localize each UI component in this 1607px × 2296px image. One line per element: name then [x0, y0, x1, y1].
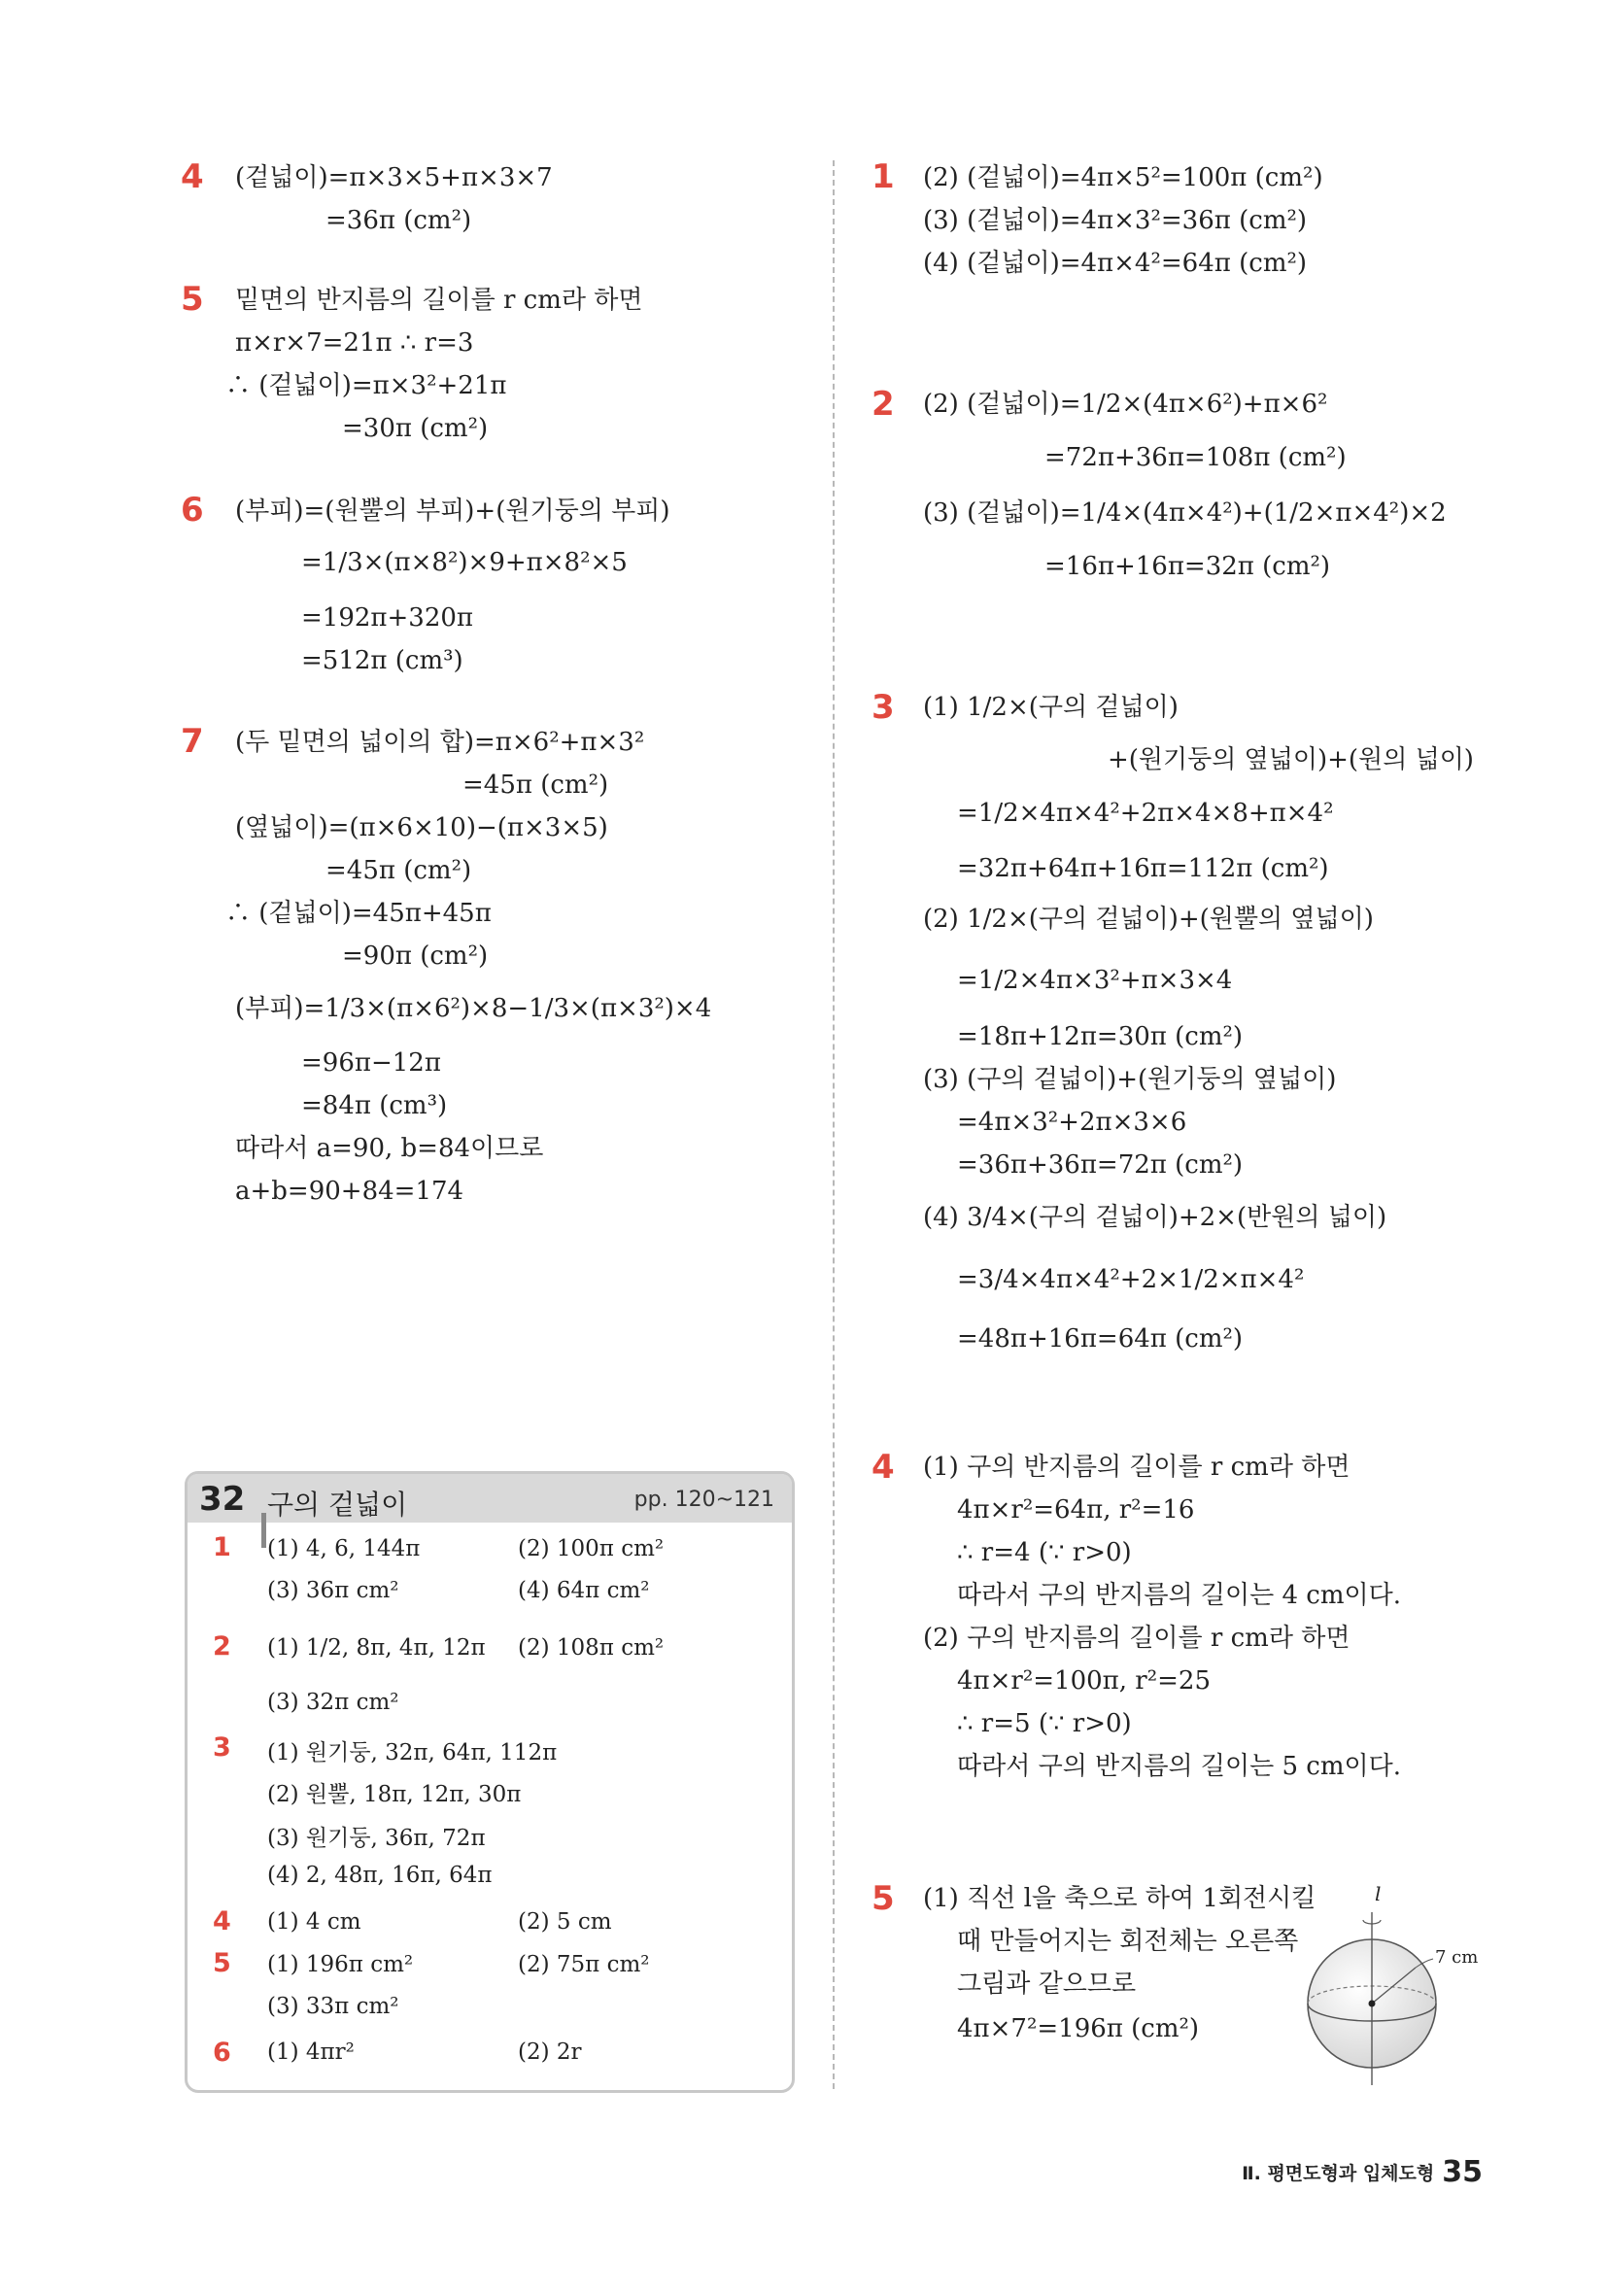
solution-line: (3) (구의 겉넓이)+(원기둥의 옆넓이)	[923, 1065, 1337, 1094]
solution-line: 따라서 a=90, b=84이므로	[235, 1134, 544, 1163]
answer-item: (3) 원기둥, 36π, 72π	[267, 1826, 486, 1851]
solution-line: 따라서 구의 반지름의 길이는 4 cm이다.	[957, 1581, 1401, 1610]
solution-line: ∴ (겉넓이)=π×3²+21π	[225, 371, 507, 400]
solution-line: ∴ r=4 (∵ r>0)	[957, 1538, 1132, 1567]
solution-line: =18π+12π=30π (cm²)	[957, 1022, 1244, 1051]
solution-line: =36π (cm²)	[325, 206, 472, 235]
radius-label: 7 cm	[1435, 1947, 1479, 1968]
solution-line: =512π (cm³)	[301, 646, 463, 675]
solution-line: (두 밑면의 넓이의 합)=π×6²+π×3²	[235, 728, 645, 757]
problem-number: 1	[872, 157, 895, 196]
section-title: 구의 겉넓이	[267, 1489, 408, 1521]
answer-item: (1) 원기둥, 32π, 64π, 112π	[267, 1740, 558, 1765]
answer-number: 4	[213, 1906, 231, 1936]
answer-number: 3	[213, 1732, 231, 1763]
solution-line: 4π×7²=196π (cm²)	[957, 2014, 1200, 2043]
sphere-figure	[1307, 1882, 1479, 2089]
solution-line: =90π (cm²)	[342, 942, 489, 971]
solution-line: =1/2×4π×4²+2π×4×8+π×4²	[957, 799, 1334, 828]
problem-number: 6	[181, 491, 204, 530]
problem-number: 5	[181, 280, 204, 319]
solution-line: 따라서 구의 반지름의 길이는 5 cm이다.	[957, 1752, 1401, 1781]
solution-line: =45π (cm²)	[462, 771, 609, 800]
answer-item: (1) 4, 6, 144π	[267, 1536, 421, 1561]
solution-line: (1) 1/2×(구의 겉넓이)	[923, 693, 1179, 722]
solution-line: (부피)=(원뿔의 부피)+(원기둥의 부피)	[235, 497, 670, 526]
solution-line: =192π+320π	[301, 603, 473, 633]
answer-item: (4) 64π cm²	[518, 1578, 650, 1603]
solution-line: =30π (cm²)	[342, 414, 489, 443]
solution-line: =45π (cm²)	[325, 856, 472, 885]
column-divider	[833, 160, 835, 2089]
solution-line: (겉넓이)=π×3×5+π×3×7	[235, 163, 553, 192]
solution-line: (3) (겉넓이)=1/4×(4π×4²)+(1/2×π×4²)×2	[923, 498, 1447, 528]
solution-line: (2) 구의 반지름의 길이를 r cm라 하면	[923, 1624, 1351, 1653]
answer-item: (4) 2, 48π, 16π, 64π	[267, 1863, 493, 1888]
answer-number: 6	[213, 2038, 231, 2068]
solution-line: (3) (겉넓이)=4π×3²=36π (cm²)	[923, 206, 1308, 235]
solution-line: =48π+16π=64π (cm²)	[957, 1324, 1244, 1354]
answer-number: 2	[213, 1631, 231, 1662]
solution-line: =32π+64π+16π=112π (cm²)	[957, 854, 1329, 883]
solution-line: ∴ r=5 (∵ r>0)	[957, 1709, 1132, 1738]
solution-line: (2) (겉넓이)=4π×5²=100π (cm²)	[923, 163, 1323, 192]
solution-line: (부피)=1/3×(π×6²)×8−1/3×(π×3²)×4	[235, 994, 712, 1023]
solution-line: 때 만들어지는 회전체는 오른쪽	[957, 1927, 1299, 1956]
solution-line: +(원기둥의 옆넓이)+(원의 넓이)	[1108, 745, 1474, 774]
solution-line: π×r×7=21π ∴ r=3	[235, 328, 474, 358]
answer-summary-box	[185, 1471, 795, 2093]
problem-number: 7	[181, 722, 204, 761]
solution-line: 밑면의 반지름의 길이를 r cm라 하면	[235, 286, 643, 315]
solution-line: 4π×r²=100π, r²=25	[957, 1666, 1212, 1696]
answer-item: (1) 1/2, 8π, 4π, 12π	[267, 1635, 486, 1661]
answer-item: (2) 원뿔, 18π, 12π, 30π	[267, 1782, 522, 1807]
answer-item: (2) 2r	[518, 2039, 582, 2065]
box-header	[188, 1474, 792, 1523]
answer-item: (3) 33π cm²	[267, 1994, 399, 2019]
solution-line: =1/3×(π×8²)×9+π×8²×5	[301, 548, 628, 577]
solution-line: =3/4×4π×4²+2×1/2×π×4²	[957, 1265, 1305, 1294]
header-accent-bar	[261, 1513, 266, 1548]
solution-line: (1) 직선 l을 축으로 하여 1회전시킬	[923, 1884, 1316, 1913]
solution-line: a+b=90+84=174	[235, 1177, 464, 1206]
solution-line: (4) 3/4×(구의 겉넓이)+2×(반원의 넓이)	[923, 1203, 1387, 1232]
solution-line: (2) (겉넓이)=1/2×(4π×6²)+π×6²	[923, 390, 1328, 419]
solution-line: =36π+36π=72π (cm²)	[957, 1150, 1244, 1180]
solution-line: =84π (cm³)	[301, 1091, 448, 1120]
answer-item: (2) 108π cm²	[518, 1635, 665, 1661]
problem-number: 5	[872, 1879, 895, 1918]
problem-number: 4	[872, 1448, 895, 1487]
page-footer	[1242, 2155, 1483, 2189]
problem-number: 4	[181, 157, 204, 196]
solution-line: (1) 구의 반지름의 길이를 r cm라 하면	[923, 1453, 1351, 1482]
answer-item: (2) 100π cm²	[518, 1536, 665, 1561]
center-point	[1369, 2001, 1376, 2007]
chapter-title: Ⅱ. 평면도형과 입체도형	[1242, 2163, 1435, 2184]
answer-item: (1) 4πr²	[267, 2039, 355, 2065]
solution-line: ∴ (겉넓이)=45π+45π	[225, 899, 492, 928]
answer-item: (1) 196π cm²	[267, 1952, 414, 1977]
section-number: 32	[199, 1480, 246, 1519]
answer-item: (2) 75π cm²	[518, 1952, 650, 1977]
solution-line: =16π+16π=32π (cm²)	[1044, 552, 1331, 581]
solution-line: =96π−12π	[301, 1048, 441, 1078]
solution-line: (4) (겉넓이)=4π×4²=64π (cm²)	[923, 249, 1308, 278]
axis-label: l	[1375, 1882, 1382, 1905]
answer-number: 1	[213, 1532, 231, 1562]
problem-number: 2	[872, 385, 895, 424]
solution-line: =1/2×4π×3²+π×3×4	[957, 966, 1233, 995]
page-number: 35	[1442, 2155, 1483, 2189]
answer-item: (1) 4 cm	[267, 1909, 361, 1935]
solution-line: =72π+36π=108π (cm²)	[1044, 443, 1347, 472]
answer-item: (3) 36π cm²	[267, 1578, 399, 1603]
answer-item: (2) 5 cm	[518, 1909, 612, 1935]
solution-line: 4π×r²=64π, r²=16	[957, 1495, 1195, 1525]
solution-line: =4π×3²+2π×3×6	[957, 1108, 1187, 1137]
answer-number: 5	[213, 1948, 231, 1978]
page-reference: pp. 120~121	[633, 1488, 774, 1512]
solution-line: 그림과 같으므로	[957, 1970, 1137, 1999]
solution-line: (2) 1/2×(구의 겉넓이)+(원뿔의 옆넓이)	[923, 905, 1374, 934]
answer-item: (3) 32π cm²	[267, 1690, 399, 1715]
problem-number: 3	[872, 688, 895, 727]
solution-line: (옆넓이)=(π×6×10)−(π×3×5)	[235, 813, 608, 842]
